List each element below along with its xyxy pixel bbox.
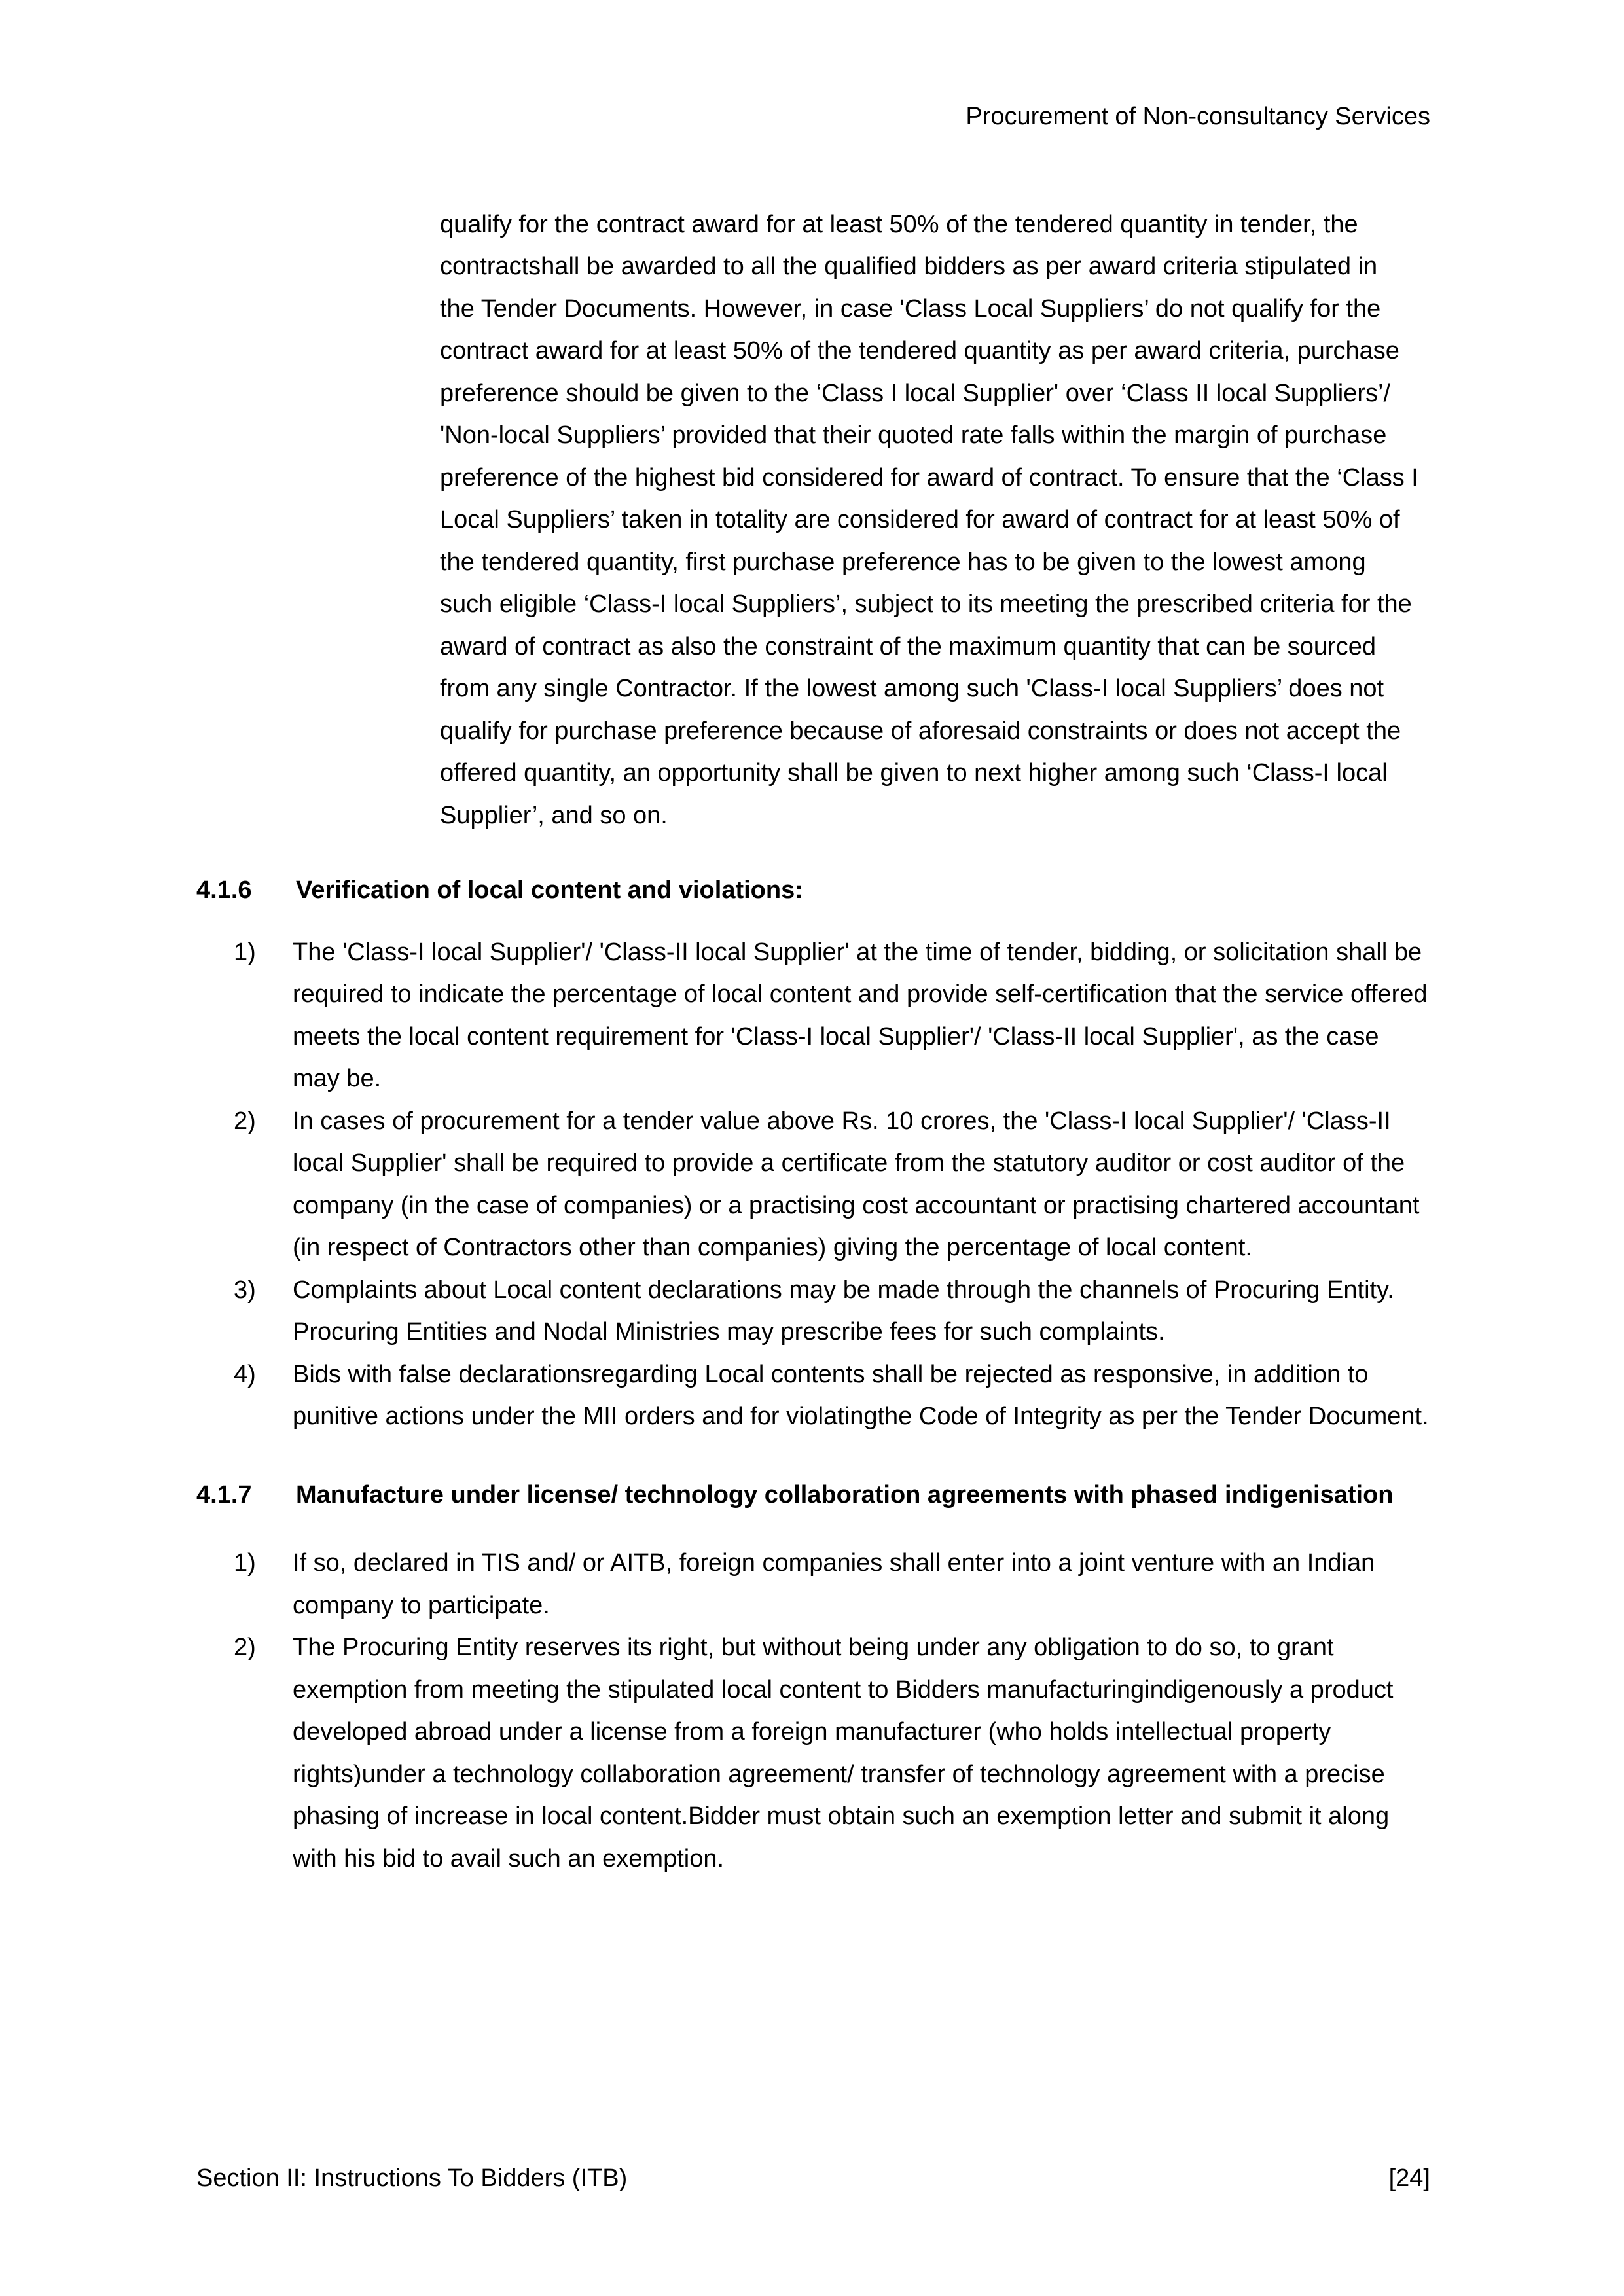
section-heading-4-1-7	[196, 1474, 1430, 1516]
list-item	[196, 1354, 1430, 1438]
section-title: Manufacture under license/ technology collaboration agreements with phased indigenisation	[296, 1480, 1394, 1509]
item-marker: 2)	[234, 1107, 256, 1135]
footer-section-label: Section II: Instructions To Bidders (ITB)	[196, 2164, 628, 2192]
list-item	[196, 1100, 1430, 1269]
intro-paragraph: qualify for the contract award for at least 50% of the tendered quantity in tender, the contractshall be awarded to all the qualified bidders as per award criteria stipulated in the Tender Documents. However, in case 'Class Local Suppliers’ do not qualify for the contract award for at least 50% of the tendered quantity as per award criteria, purchase preference should be given to the ‘Class I local Supplier' over ‘Class II local Suppliers’/ 'Non-local Suppliers’ provided that their quoted rate falls within the margin of purchase preference of the highest bid considered for award of contract. To ensure that the ‘Class I Local Suppliers’ taken in totality are considered for award of contract for at least 50% of the tendered quantity, first purchase preference has to be given to the lowest among such eligible ‘Class-I local Suppliers’, subject to its meeting the prescribed criteria for the award of contract as also the constraint of the maximum quantity that can be sourced from any single Contractor. If the lowest among such 'Class-I local Suppliers’ does not qualify for purchase preference because of aforesaid constraints or does not accept the offered quantity, an opportunity shall be given to next higher among such ‘Class-I local Supplier’, and so on.	[440, 210, 1418, 829]
item-text: The Procuring Entity reserves its right, but without being under any obligation to do so, to grant exemption from meeting the stipulated local content to Bidders manufacturingindigenously a product developed abroad under a license from a foreign manufacturer (who holds intellectual property rights)under a technology collaboration agreement/ transfer of technology agreement with a precise phasing of increase in local content.Bidder must obtain such an exemption letter and submit it along with his bid to avail such an exemption.	[293, 1634, 1394, 1873]
item-marker: 1)	[234, 938, 256, 966]
page-header	[196, 96, 1430, 138]
header-title: Procurement of Non-consultancy Services	[965, 103, 1430, 130]
list-item	[196, 1269, 1430, 1354]
item-marker: 3)	[234, 1276, 256, 1304]
page-footer	[196, 2157, 1430, 2200]
footer-page-number: [24]	[1388, 2164, 1430, 2192]
list-item	[196, 931, 1430, 1100]
section-number: 4.1.7	[196, 1480, 252, 1509]
section-4-1-7-list	[196, 1542, 1430, 1880]
item-text: In cases of procurement for a tender value above Rs. 10 crores, the 'Class-I local Supplier'/ 'Class-II local Supplier' shall be required to provide a certificate from the statutory auditor or cost auditor of the company (in the case of companies) or a practising cost accountant or practising chartered accountant (in respect of Contractors other than companies) giving the percentage of local content.	[293, 1107, 1420, 1261]
section-title: Verification of local content and violations:	[296, 876, 803, 904]
list-item	[196, 1542, 1430, 1626]
item-text: The 'Class-I local Supplier'/ 'Class-II local Supplier' at the time of tender, bidding, or solicitation shall be required to indicate the percentage of local content and provide self-certification that the service offered meets the local content requirement for 'Class-I local Supplier'/ 'Class-II local Supplier', as the case may be.	[293, 938, 1428, 1092]
list-item	[196, 1626, 1430, 1880]
section-heading-4-1-6	[196, 869, 1430, 912]
item-marker: 2)	[234, 1634, 256, 1661]
item-marker: 4)	[234, 1360, 256, 1388]
item-text: Bids with false declarationsregarding Local contents shall be rejected as responsive, in addition to punitive actions under the MII orders and for violatingthe Code of Integrity as per the Tender Document.	[293, 1360, 1429, 1430]
item-marker: 1)	[234, 1549, 256, 1577]
item-text: Complaints about Local content declarations may be made through the channels of Procuring Entity. Procuring Entities and Nodal Ministries may prescribe fees for such complaints.	[293, 1276, 1394, 1346]
section-4-1-6-list	[196, 931, 1430, 1438]
section-number: 4.1.6	[196, 876, 252, 904]
item-text: If so, declared in TIS and/ or AITB, foreign companies shall enter into a joint venture with an Indian company to participate.	[293, 1549, 1375, 1619]
